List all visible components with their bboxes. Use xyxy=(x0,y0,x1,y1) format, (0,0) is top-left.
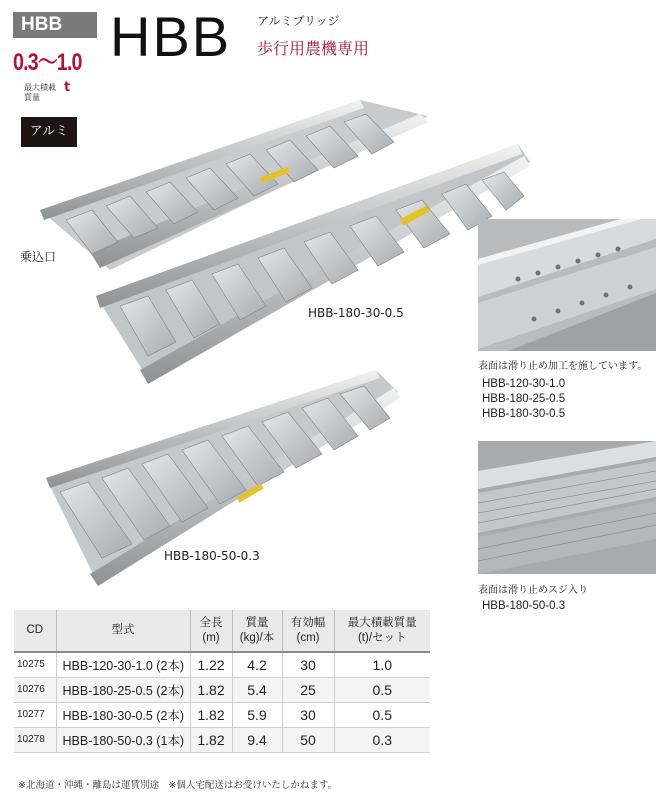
col-header-weight-unit: (kg)/本 xyxy=(239,631,275,644)
capacity-unit: t xyxy=(64,80,71,95)
col-header-length-label: 全長 xyxy=(199,616,223,629)
spec-table xyxy=(14,610,430,753)
entry-label: 乗込口 xyxy=(20,250,57,264)
cell-capacity: 0.5 xyxy=(334,702,430,727)
ramp-pair-photo xyxy=(30,92,540,392)
cell-capacity: 0.3 xyxy=(334,727,430,752)
series-tag: HBB xyxy=(13,12,97,38)
cell-width: 30 xyxy=(282,702,334,727)
col-header-capacity xyxy=(334,610,430,652)
closeup2-model: HBB-180-50-0.3 xyxy=(482,600,566,612)
cell-capacity: 0.5 xyxy=(334,677,430,702)
table-row xyxy=(14,702,430,727)
col-header-weight xyxy=(232,610,282,652)
material-tag: アルミ xyxy=(21,117,77,147)
closeup-photo-1 xyxy=(478,219,656,351)
col-header-length xyxy=(190,610,232,652)
table-row xyxy=(14,652,430,677)
capacity-range: 0.3〜1.0 xyxy=(13,49,82,76)
cell-cd: 10276 xyxy=(14,677,56,702)
cell-model: HBB-180-25-0.5 (2本) xyxy=(56,677,190,702)
table-row xyxy=(14,727,430,752)
cell-cd: 10277 xyxy=(14,702,56,727)
col-header-model: 型式 xyxy=(56,610,190,652)
col-header-width xyxy=(282,610,334,652)
cell-length: 1.82 xyxy=(190,702,232,727)
col-header-capacity-label: 最大積載質量 xyxy=(347,616,417,629)
col-header-cd: CD xyxy=(14,610,56,652)
footnote: ※北海道・沖縄・離島は運賃別途 ※個人宅配送はお受けいたしかねます。 xyxy=(18,780,338,791)
cell-weight: 9.4 xyxy=(232,727,282,752)
cell-length: 1.82 xyxy=(190,727,232,752)
col-header-capacity-unit: (t)/セット xyxy=(357,631,407,644)
col-header-width-unit: (cm) xyxy=(296,631,320,644)
cell-model: HBB-180-50-0.3 (1本) xyxy=(56,727,190,752)
closeup1-model: HBB-180-30-0.5 xyxy=(482,408,566,420)
closeup2-note: 表面は滑り止めスジ入り xyxy=(478,585,588,596)
cell-capacity: 1.0 xyxy=(334,652,430,677)
cell-width: 50 xyxy=(282,727,334,752)
col-header-weight-label: 質量 xyxy=(245,616,269,629)
cell-model: HBB-180-30-0.5 (2本) xyxy=(56,702,190,727)
cell-length: 1.82 xyxy=(190,677,232,702)
cell-cd: 10275 xyxy=(14,652,56,677)
col-header-length-unit: (m) xyxy=(202,631,220,644)
table-row xyxy=(14,677,430,702)
closeup1-note: 表面は滑り止め加工を施しています。 xyxy=(478,361,648,372)
product-headline: 歩行用農機専用 xyxy=(257,39,370,58)
closeup1-model: HBB-180-25-0.5 xyxy=(482,393,566,405)
capacity-label: 最大積載 xyxy=(24,83,56,92)
cell-length: 1.22 xyxy=(190,652,232,677)
closeup-photo-2 xyxy=(478,441,656,574)
col-header-width-label: 有効幅 xyxy=(290,616,326,629)
cell-weight: 5.4 xyxy=(232,677,282,702)
ramp-pair-caption: HBB-180-30-0.5 xyxy=(308,306,404,320)
cell-cd: 10278 xyxy=(14,727,56,752)
page-title: HBB xyxy=(110,5,232,68)
table-header-row xyxy=(14,610,430,652)
cell-weight: 4.2 xyxy=(232,652,282,677)
closeup1-model: HBB-120-30-1.0 xyxy=(482,378,566,390)
ramp-wide-caption: HBB-180-50-0.3 xyxy=(164,549,260,563)
capacity-label-2: 質量 xyxy=(24,93,40,102)
cell-model: HBB-120-30-1.0 (2本) xyxy=(56,652,190,677)
product-subtitle: アルミブリッジ xyxy=(257,14,340,28)
cell-width: 25 xyxy=(282,677,334,702)
cell-weight: 5.9 xyxy=(232,702,282,727)
cell-width: 30 xyxy=(282,652,334,677)
